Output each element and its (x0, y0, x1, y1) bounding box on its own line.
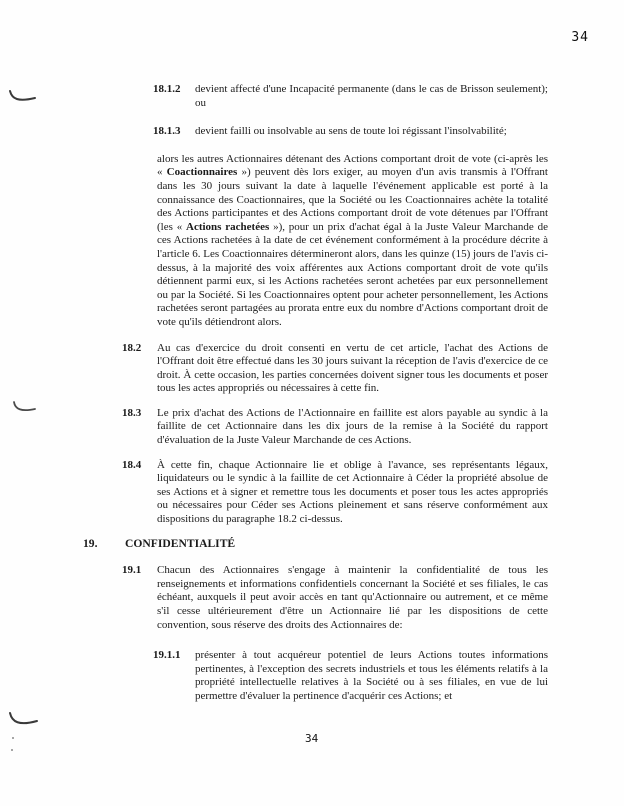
clause-18-1-2 (0, 83, 624, 110)
clause-19-1 (0, 564, 624, 632)
clause-number: 19.1 (122, 564, 142, 577)
clause-text: Chacun des Actionnaires s'engage à maintenir la confidentialité de tous les renseignements et informations confidentiels concernant la Société et ses filiales, le cas échéant, auxquels il peut avoir accès en tant qu'Actionnaire ou autrement, et ce même s'il cesse ultérieurement d'être un Actionnaire lié par les dispositions de cette convention, sous réserve des droits des Actionnaires de: (157, 564, 548, 631)
defined-term: Coactionnaires (166, 166, 238, 179)
pen-mark-icon (8, 88, 38, 108)
clause-18-1-3 (0, 125, 624, 139)
paragraph-text: alors les autres Actionnaires détenant des Actions comportant droit de vote (ci-après les « (157, 152, 548, 179)
clause-text: À cette fin, chaque Actionnaire lie et oblige à l'avance, ses représentants légaux, liquidateurs ou le syndic à la faillite de cet Actionnaire à Céder la propriété absolue de ses Actions et à signer et remettre tous les documents et poser tous les actes appropriés ou nécessaires pour Céder ses Actions pleinement et sans réserve conformément aux dispositions du paragraphe 18.2 ci-dessus. (157, 458, 548, 526)
clause-18-2 (0, 342, 624, 396)
scan-speck (12, 737, 14, 739)
clause-18-4 (0, 459, 624, 527)
paragraph-text: ») peuvent dès lors exiger, au moyen d'un avis transmis à l'Offrant dans les 30 jours suivant la date à laquelle l'événement applicable est porté à la connaissance des Coactionnaires, que la Société ou les Coactionnaires achète la totalité des Actions participantes et des Actions comportant droit de vote détenues par l'Offrant (les « (157, 166, 548, 233)
clause-19-1-1 (0, 649, 624, 703)
clause-text: Le prix d'achat des Actions de l'Actionnaire en faillite est alors payable au syndic à la faillite de cet Actionnaire dans les dix jours de la remise à la Société du rapport d'évaluation de la Juste Valeur Marchande de ces Actions. (157, 406, 548, 447)
clause-text: présenter à tout acquéreur potentiel de leurs Actions toutes informations pertinentes, à l'exception des secrets industriels et tous les éléments relatifs à la propriété intellectuelle relatives à la Société ou à ses filiales, en vue de lui permettre d'évaluer la pertinence d'acquérir ces Actions; et (195, 649, 548, 702)
clause-number: 18.4 (122, 458, 142, 471)
clause-text: Au cas d'exercice du droit consenti en vertu de cet article, l'achat des Actions de l'Offrant doit être effectué dans les 30 jours suivant la réception de l'avis d'exercice de ce droit. À cette occasion, les parties concernées doivent signer tous les documents et poser tous les actes appropriés ou nécessaires à cette fin. (157, 341, 548, 395)
defined-term: Actions rachetées (186, 220, 270, 233)
continuation-paragraph-18-1 (0, 153, 548, 330)
section-number: 19. (83, 536, 98, 550)
page-number-bottom: 34 (305, 732, 319, 745)
scan-speck (11, 749, 13, 751)
paragraph-text: »), pour un prix d'achat égal à la Juste Valeur Marchande de ces Actions rachetées à la date de cet événement conformément à la procédure décrite à l'article 6. Les Coactionnaires détermineront alors, dans les quinze (15) jours de l'avis ci-dessus, à la majorité des voix afférentes aux Actions comportant droit de vote qu'ils détiennent parmi eux, si les Actions rachetées seront achetées par eux personnellement ou par la Société. Si les Coactionnaires optent pour acheter personnellement, les Actions rachetées seront partagées au prorata entre eux du nombre d'Actions comportant droit de vote qu'ils détiendront alors. (157, 220, 548, 328)
section-title: CONFIDENTIALITÉ (125, 536, 236, 550)
pen-mark-icon (12, 399, 38, 417)
clause-text: devient affecté d'une Incapacité permanente (dans le cas de Brisson seulement); ou (195, 83, 548, 109)
clause-text: devient failli ou insolvable au sens de toute loi régissant l'insolvabilité; (195, 125, 507, 138)
clause-number: 18.1.3 (153, 125, 181, 138)
pen-mark-icon (8, 710, 40, 732)
page-number-top: 34 (571, 30, 589, 45)
section-heading-19 (0, 537, 624, 551)
clause-number: 18.3 (122, 406, 142, 419)
clause-number: 18.1.2 (153, 83, 181, 95)
clause-number: 19.1.1 (153, 649, 181, 662)
clause-number: 18.2 (122, 341, 142, 354)
clause-18-3 (0, 407, 624, 448)
